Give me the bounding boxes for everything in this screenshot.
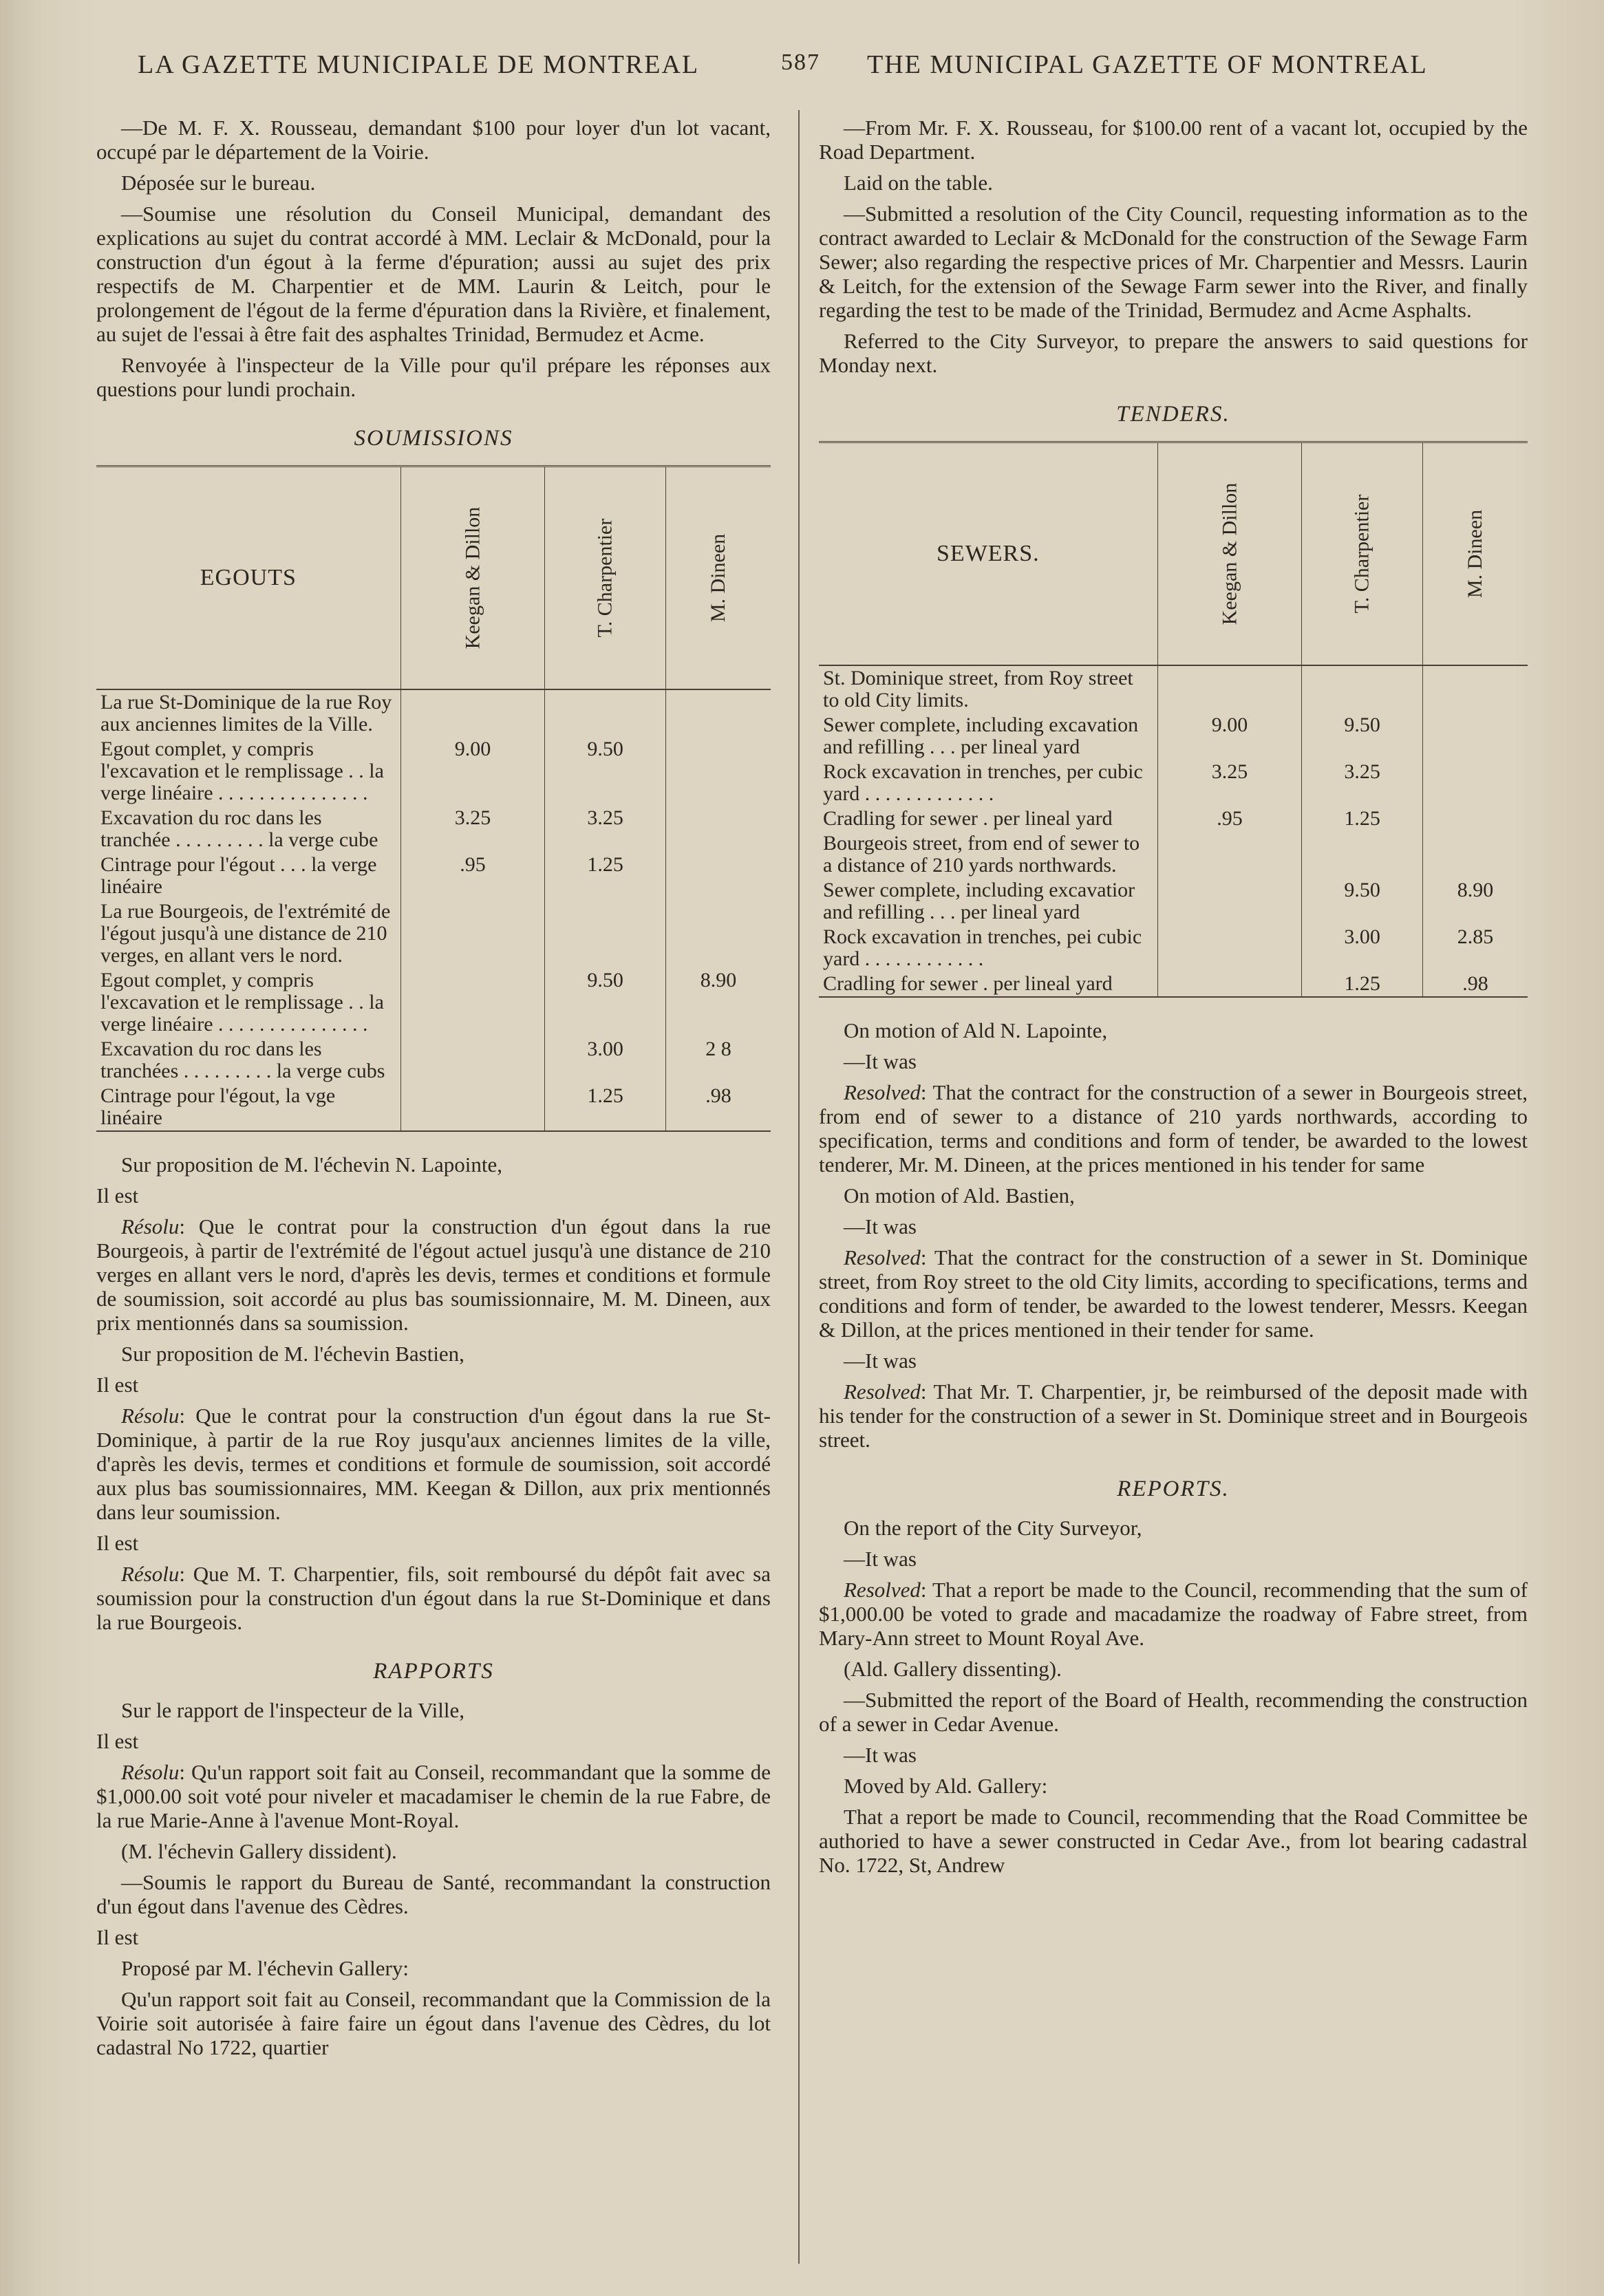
table-row: Egout complet, y compris l'excavation et le remplissage . . la verge linéaire . . . . . . . . . . . . . . . 9.00 9.50 [96,737,771,806]
english-column [819,116,1528,1884]
table-row: La rue Bourgeois, de l'extrémité de l'égout jusqu'à une distance de 210 verges, en allant vers le nord. [96,899,771,968]
table-row: La rue St-Dominique de la rue Roy aux anciennes limites de la Ville. [96,689,771,737]
table-row: Rock excavation in trenches, pei cubic yard . . . . . . . . . . . . 3.00 2.85 [819,925,1528,972]
paragraph: On motion of Ald N. Lapointe, [844,1018,1108,1042]
paragraph: —Submitted a resolution of the City Council, requesting information as to the contract awarded to Leclair & McDonald for the construction of the Sewage Farm Sewer; also regarding the respective prices of Mr. Charpentier and Messrs. Laurin & Leitch, for the extension of the Sewage Farm sewer into the River, and finally regarding the test to be made of the Trinidad, Bermudez and Acme Asphalts. [819,202,1528,322]
table-row: Bourgeois street, from end of sewer to a distance of 210 yards northwards. [819,831,1528,878]
paragraph: Resolved: That the contract for the construction of a sewer in Bourgeois street, from end of sewer to a distance of 210 yards northwards, according to specification, terms and conditions and form of tender, be awarded to the lowest tenderer, Mr. M. Dineen, at the prices mentioned in his tender for same [819,1080,1528,1177]
paragraph: Resolved: That the contract for the construction of a sewer in St. Dominique street, from Roy street to the old City limits, according to specifications, terms and conditions and form of tender, be awarded to the lowest tenderer, Messrs. Keegan & Dillon, at the prices mentioned in their tender for same. [819,1245,1528,1342]
table-header-label: EGOUTS [96,466,400,690]
paragraph: Resolved: That Mr. T. Charpentier, jr, be reimbursed of the deposit made with his tender for the construction of a sewer in St. Dominique street and in Bourgeois street. [819,1380,1528,1452]
paragraph: Il est [96,1531,139,1555]
table-row: St. Dominique street, from Roy street to old City limits. [819,665,1528,713]
paragraph: Proposé par M. l'échevin Gallery: [121,1956,409,1980]
tenders-table-english [819,441,1528,998]
column-header: Keegan & Dillon [400,466,545,690]
paragraph: Renvoyée à l'inspecteur de la Ville pour qu'il prépare les réponses aux questions pour lundi prochain. [96,353,771,401]
paragraph: —It was [844,1214,917,1238]
paragraph: —Submitted the report of the Board of Health, recommending the construction of a sewer in Cedar Avenue. [819,1688,1528,1736]
table-row: Rock excavation in trenches, per cubic yard . . . . . . . . . . . . . 3.25 3.25 [819,760,1528,806]
table-row: Excavation du roc dans les tranchées . . . . . . . . . la verge cubs 3.00 2 8 [96,1037,771,1084]
paragraph: Résolu: Que le contrat pour la construction d'un égout dans la rue Bourgeois, à partir de l'extrémité de l'égout actuel jusqu'à une distance de 210 verges en allant vers le nord, d'après les devis, termes et conditions et formule de soumission, soit accordé au plus bas soumissionnaire, M. M. Dineen, aux prix mentionnés dans sa soumission. [96,1214,771,1335]
paragraph: Resolved: That a report be made to the Council, recommending that the sum of $1,000.00 be voted to grade and macadamize the roadway of Fabre street, from Mary-Ann street to Mount Royal Ave. [819,1578,1528,1650]
section-heading: SOUMISSIONS [354,426,513,451]
header-english-title: THE MUNICIPAL GAZETTE OF MONTREAL [867,50,1428,79]
table-row: Cintrage pour l'égout, la vge linéaire 1.25 .98 [96,1084,771,1131]
paragraph: Sur proposition de M. l'échevin N. Lapointe, [121,1152,503,1177]
paragraph: —It was [844,1743,917,1767]
column-header: M. Dineen [666,466,771,690]
paragraph: Qu'un rapport soit fait au Conseil, recommandant que la Commission de la Voirie soit autorisée à faire faire un égout dans l'avenue des Cèdres, du lot cadastral No 1722, quartier [96,1987,771,2059]
paragraph: —It was [844,1547,917,1571]
table-row: Excavation du roc dans les tranchée . . . . . . . . . la verge cube 3.25 3.25 [96,806,771,852]
table-row: Sewer complete, including excavatior and refilling . . . per lineal yard 9.50 8.90 [819,878,1528,925]
paragraph: (M. l'échevin Gallery dissident). [121,1839,397,1863]
paragraph: On motion of Ald. Bastien, [844,1183,1075,1208]
paragraph: —Soumise une résolution du Conseil Municipal, demandant des explications au sujet du contrat accordé à MM. Leclair & McDonald, pour la construction d'un égout à la ferme d'épuration; aussi au sujet des prix respectifs de M. Charpentier et de MM. Laurin & Leitch, pour le prolongement de l'égout de la ferme d'épuration dans la Rivière, et finalement, au sujet de l'essai à être fait des asphaltes Trinidad, Bermudez et Acme. [96,202,771,346]
tenders-table-french [96,465,771,1132]
column-header: Keegan & Dillon [1157,442,1302,666]
paragraph: Il est [96,1925,139,1949]
column-header: T. Charpentier [545,466,666,690]
page-header [138,50,1486,98]
paragraph: Il est [96,1729,139,1753]
french-column [96,116,771,2066]
paragraph: —It was [844,1049,917,1073]
paragraph: Il est [96,1373,139,1397]
column-divider [798,110,800,2264]
paragraph: On the report of the City Surveyor, [844,1516,1142,1540]
paragraph: Laid on the table. [844,171,993,195]
paragraph: Moved by Ald. Gallery: [844,1774,1048,1798]
section-heading: TENDERS. [1116,402,1230,427]
table-row: Cradling for sewer . per lineal yard .95 1.25 [819,806,1528,831]
paragraph: (Ald. Gallery dissenting). [844,1657,1062,1681]
paragraph: —It was [844,1349,917,1373]
page-number: 587 [781,50,820,75]
paragraph: Résolu: Que M. T. Charpentier, fils, soit remboursé du dépôt fait avec sa soumission pour la construction d'un égout dans la rue St-Dominique et dans la rue Bourgeois. [96,1562,771,1634]
header-french-title: LA GAZETTE MUNICIPALE DE MONTREAL [138,50,700,79]
paragraph: Résolu: Que le contrat pour la construction d'un égout dans la rue St-Dominique, à partir de la rue Roy jusqu'aux anciennes limites de la ville, d'après les devis, termes et conditions et formule de soumission, soit accordé aux plus bas soumissionnaires, MM. Keegan & Dillon, aux prix mentionnés dans leur soumission. [96,1404,771,1524]
paragraph: That a report be made to Council, recommending that the Road Committee be authoried to have a sewer constructed in Cedar Ave., from lot bearing cadastral No. 1722, St, Andrew [819,1805,1528,1877]
table-row: Sewer complete, including excavation and refilling . . . per lineal yard 9.00 9.50 [819,713,1528,760]
table-row: Egout complet, y compris l'excavation et le remplissage . . la verge linéaire . . . . . . . . . . . . . . . 9.50 8.90 [96,968,771,1037]
section-heading: RAPPORTS [373,1659,494,1684]
paragraph: Sur proposition de M. l'échevin Bastien, [121,1342,464,1366]
paragraph: Déposée sur le bureau. [121,171,316,195]
paragraph: Sur le rapport de l'inspecteur de la Ville, [121,1698,464,1722]
paragraph: Referred to the City Surveyor, to prepare the answers to said questions for Monday next. [819,329,1528,377]
table-row: Cintrage pour l'égout . . . la verge linéaire .95 1.25 [96,852,771,899]
column-header: T. Charpentier [1302,442,1423,666]
paragraph: Résolu: Qu'un rapport soit fait au Conseil, recommandant que la somme de $1,000.00 soit voté pour niveler et macadamiser le chemin de la rue Fabre, de la rue Marie-Anne à l'avenue Mont-Royal. [96,1760,771,1832]
paragraph: —De M. F. X. Rousseau, demandant $100 pour loyer d'un lot vacant, occupé par le département de la Voirie. [96,116,771,164]
paragraph: —Soumis le rapport du Bureau de Santé, recommandant la construction d'un égout dans l'avenue des Cèdres. [96,1870,771,1918]
column-header: M. Dineen [1423,442,1528,666]
paragraph: Il est [96,1183,139,1208]
table-row: Cradling for sewer . per lineal yard 1.25 .98 [819,972,1528,997]
paragraph: —From Mr. F. X. Rousseau, for $100.00 rent of a vacant lot, occupied by the Road Department. [819,116,1528,164]
table-header-label: SEWERS. [819,442,1157,666]
section-heading: REPORTS. [1117,1477,1230,1501]
